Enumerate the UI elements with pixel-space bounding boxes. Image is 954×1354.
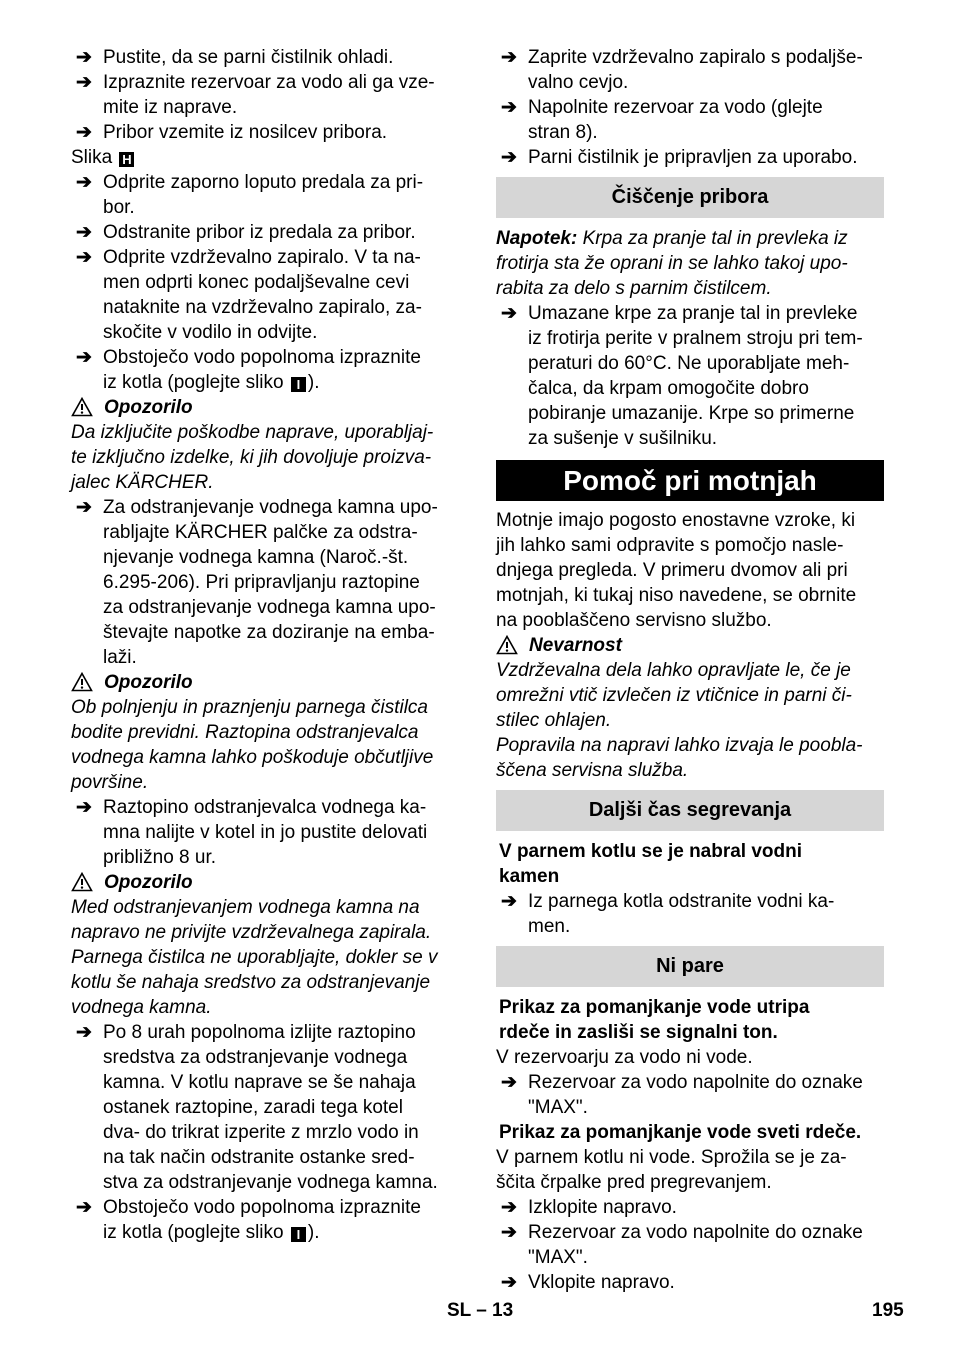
bullet-line: bor.	[103, 197, 135, 218]
section-heading: Daljši čas segrevanja	[496, 790, 884, 831]
arrow-right-icon: ➔	[76, 1197, 92, 1218]
warning-text-line: Med odstranjevanjem vodnega kamna na	[71, 897, 420, 918]
bullet-line: mna nalijte v kotel in jo pustite delovati	[103, 822, 428, 843]
section-heading: Čiščenje pribora	[496, 177, 884, 218]
bullet-item	[496, 301, 884, 451]
chapter-heading: Pomoč pri motnjah	[496, 460, 884, 501]
bullet-item	[496, 889, 884, 939]
bullet-item	[71, 45, 459, 70]
bullet-line: čalca, da krpam omogočite dobro	[528, 378, 809, 399]
bullet-line: za sušenje v sušilniku.	[528, 428, 718, 449]
bullet-item	[71, 795, 459, 870]
bullet-line: ➔ Parni čistilnik je pripravljen za uporabo.	[496, 145, 884, 170]
bullet-line: ➔ Vklopite napravo.	[496, 1270, 884, 1295]
bullet-line: sredstva za odstranjevanje vodnega	[103, 1047, 408, 1068]
subheading-line: rdeče in zasliši se signalni ton.	[499, 1022, 778, 1043]
bullet-line: približno 8 ur.	[103, 847, 217, 868]
warning-text-line: napravo ne privijte vzdrževalnega zapirala.	[71, 922, 432, 943]
warning-text-line: Ob polnjenju in praznjenju parnega čistilca	[71, 697, 429, 718]
subheading-line: V parnem kotlu se je nabral vodni	[499, 841, 803, 862]
bullet-line: pobiranje umazanije. Krpe so primerne	[528, 403, 855, 424]
bullet-line: ➔ Umazane krpe za pranje tal in prevleke	[496, 301, 884, 326]
warning-heading: Opozorilo	[71, 870, 459, 895]
page-number: 195	[872, 1300, 904, 1321]
warning-text-line: Da izključite poškodbe naprave, uporabljaj-	[71, 422, 434, 443]
bullet-line: iz kotla (poglejte sliko I ).	[103, 1222, 320, 1243]
warning-triangle-icon	[496, 635, 518, 655]
warning-text-line: vodnega kamna lahko poškoduje občutljive	[71, 747, 434, 768]
warning-heading: Nevarnost	[496, 633, 884, 658]
bullet-line: nataknite na vzdrževalno zapiralo, za-	[103, 297, 422, 318]
body-text-line: motnjah, ki tukaj niso navedene, se obrnite	[496, 585, 857, 606]
left-column	[71, 45, 459, 1245]
bullet-item	[496, 1220, 884, 1270]
warning-triangle-icon	[71, 397, 93, 417]
bullet-line: ➔ Za odstranjevanje vodnega kamna upo-	[71, 495, 459, 520]
body-text-line: jih lahko sami odpravite s pomočjo nasle-	[496, 535, 844, 556]
bullet-item	[496, 1070, 884, 1120]
warning-text-line: omrežni vtič izvlečen iz vtičnice in parni či-	[496, 685, 852, 706]
warning-text-line: te izključno izdelke, ki jih dovoljuje proizva-	[71, 447, 432, 468]
bullet-line: ➔ Pribor vzemite iz nosilcev pribora.	[71, 120, 459, 145]
arrow-right-icon: ➔	[501, 1197, 517, 1218]
bullet-line: men.	[528, 916, 571, 937]
bullet-line: njevanje vodnega kamna (Naroč.-št.	[103, 547, 409, 568]
arrow-right-icon: ➔	[76, 47, 92, 68]
bullet-line: laži.	[103, 647, 137, 668]
right-column	[496, 45, 884, 1295]
bullet-line: števajte napotke za doziranje na emba-	[103, 622, 435, 643]
bullet-line: men odprti konec podaljševalne cevi	[103, 272, 410, 293]
bullet-item	[496, 1195, 884, 1220]
warning-text-line: površine.	[71, 772, 149, 793]
body-text-line: Motnje imajo pogosto enostavne vzroke, ki	[496, 510, 856, 531]
arrow-right-icon: ➔	[501, 47, 517, 68]
warning-triangle-icon	[71, 672, 93, 692]
note-label: Napotek:	[496, 228, 578, 249]
bullet-line: ➔ Odprite zaporno loputo predala za pri-	[71, 170, 459, 195]
figure-symbol-icon: I	[291, 1227, 306, 1242]
warning-text-line: Vzdrževalna dela lahko opravljate le, če je	[496, 660, 851, 681]
bullet-line: ➔ Izpraznite rezervoar za vodo ali ga vze-	[71, 70, 459, 95]
note-line: frotirja sta že oprani in se lahko takoj upo-	[496, 253, 848, 274]
bullet-line: ➔ Raztopino odstranjevalca vodnega ka-	[71, 795, 459, 820]
body-text-line: V rezervoarju za vodo ni vode.	[496, 1047, 753, 1068]
footer-section-label: SL – 13	[447, 1300, 514, 1321]
bullet-line: ➔ Izklopite napravo.	[496, 1195, 884, 1220]
arrow-right-icon: ➔	[501, 891, 517, 912]
arrow-right-icon: ➔	[501, 1272, 517, 1293]
arrow-right-icon: ➔	[501, 1072, 517, 1093]
body-text-line: V parnem kotlu ni vode. Sprožila se je za-	[496, 1147, 847, 1168]
body-text-line: dnjega pregleda. V primeru dvomov ali pri	[496, 560, 848, 581]
bullet-item	[71, 70, 459, 120]
bullet-line: skočite v vodilo in odvijte.	[103, 322, 318, 343]
warning-text-line: ščena servisna služba.	[496, 760, 689, 781]
bullet-line: ➔ Po 8 urah popolnoma izlijte raztopino	[71, 1020, 459, 1045]
bullet-line: ➔ Rezervoar za vodo napolnite do oznake	[496, 1220, 884, 1245]
warning-text-line: bodite previdni. Raztopina odstranjevalca	[71, 722, 419, 743]
bullet-line: na tak način odstranite ostanke sred-	[103, 1147, 415, 1168]
warning-text-line: stilec ohlajen.	[496, 710, 612, 731]
warning-text-line: Popravila na napravi lahko izvaja le poobla-	[496, 735, 863, 756]
arrow-right-icon: ➔	[501, 147, 517, 168]
warning-text-line: Parnega čistilca ne uporabljajte, dokler se v	[71, 947, 438, 968]
subheading-line: Prikaz za pomanjkanje vode utripa	[499, 997, 810, 1018]
bullet-line: iz kotla (poglejte sliko I ).	[103, 372, 320, 393]
bullet-line: stva za odstranjevanje vodnega kamna.	[103, 1172, 438, 1193]
arrow-right-icon: ➔	[76, 72, 92, 93]
arrow-right-icon: ➔	[76, 1022, 92, 1043]
bullet-line: ostanek raztopine, zaradi tega kotel	[103, 1097, 403, 1118]
bullet-item	[71, 495, 459, 670]
arrow-right-icon: ➔	[76, 797, 92, 818]
arrow-right-icon: ➔	[76, 247, 92, 268]
arrow-right-icon: ➔	[76, 347, 92, 368]
bullet-line: ➔ Obstoječo vodo popolnoma izpraznite	[71, 345, 459, 370]
subheading-line: kamen	[499, 866, 560, 887]
bullet-line: "MAX".	[528, 1247, 588, 1268]
bullet-item	[71, 120, 459, 145]
warning-heading: Opozorilo	[71, 670, 459, 695]
bullet-line: ➔ Odstranite pribor iz predala za pribor.	[71, 220, 459, 245]
note-line: Napotek: Krpa za pranje tal in prevleka iz	[496, 228, 848, 249]
figure-reference: Slika H	[71, 145, 459, 170]
arrow-right-icon: ➔	[76, 172, 92, 193]
bullet-line: ➔ Zaprite vzdrževalno zapiralo s podaljše-	[496, 45, 884, 70]
bullet-item	[496, 95, 884, 145]
bullet-line: mite iz naprave.	[103, 97, 238, 118]
warning-text-line: jalec KÄRCHER.	[71, 472, 214, 493]
bullet-line: "MAX".	[528, 1097, 588, 1118]
warning-text-line: kotlu še nahaja sredstvo za odstranjevanje	[71, 972, 431, 993]
bullet-line: peraturi do 60°C. Ne uporabljate meh-	[528, 353, 850, 374]
bullet-line: ➔ Rezervoar za vodo napolnite do oznake	[496, 1070, 884, 1095]
warning-heading: Opozorilo	[71, 395, 459, 420]
bullet-line: stran 8).	[528, 122, 598, 143]
bullet-line: rabljajte KÄRCHER palčke za odstra-	[103, 522, 418, 543]
bullet-item	[71, 245, 459, 345]
bullet-line: iz frotirja perite v pralnem stroju pri tem-	[528, 328, 863, 349]
bullet-line: ➔ Iz parnega kotla odstranite vodni ka-	[496, 889, 884, 914]
bullet-item	[71, 345, 459, 395]
arrow-right-icon: ➔	[76, 122, 92, 143]
bullet-line: kamna. V kotlu naprave se še nahaja	[103, 1072, 416, 1093]
arrow-right-icon: ➔	[76, 222, 92, 243]
bullet-line: za odstranjevanje vodnega kamna upo-	[103, 597, 436, 618]
section-heading: Ni pare	[496, 946, 884, 987]
bullet-line: ➔ Pustite, da se parni čistilnik ohladi.	[71, 45, 459, 70]
arrow-right-icon: ➔	[501, 1222, 517, 1243]
note-line: rabita za delo s parnim čistilcem.	[496, 278, 772, 299]
bullet-line: ➔ Obstoječo vodo popolnoma izpraznite	[71, 1195, 459, 1220]
body-text-line: ščita črpalke pred pregrevanjem.	[496, 1172, 772, 1193]
bullet-item	[71, 220, 459, 245]
body-text-line: na pooblaščeno servisno službo.	[496, 610, 772, 631]
bullet-item	[71, 1020, 459, 1195]
bullet-item	[496, 145, 884, 170]
figure-symbol-icon: H	[119, 152, 134, 167]
arrow-right-icon: ➔	[501, 97, 517, 118]
arrow-right-icon: ➔	[76, 497, 92, 518]
bullet-item	[71, 170, 459, 220]
figure-symbol-icon: I	[291, 377, 306, 392]
bullet-line: ➔ Odprite vzdrževalno zapiralo. V ta na-	[71, 245, 459, 270]
bullet-line: ➔ Napolnite rezervoar za vodo (glejte	[496, 95, 884, 120]
subheading-line: Prikaz za pomanjkanje vode sveti rdeče.	[499, 1122, 862, 1143]
warning-text-line: vodnega kamna.	[71, 997, 212, 1018]
arrow-right-icon: ➔	[501, 303, 517, 324]
warning-triangle-icon	[71, 872, 93, 892]
bullet-item	[71, 1195, 459, 1245]
bullet-item	[496, 1270, 884, 1295]
bullet-line: dva- do trikrat izperite z mrzlo vodo in	[103, 1122, 419, 1143]
bullet-line: valno cevjo.	[528, 72, 629, 93]
bullet-line: 6.295-206). Pri pripravljanju raztopine	[103, 572, 420, 593]
bullet-item	[496, 45, 884, 95]
